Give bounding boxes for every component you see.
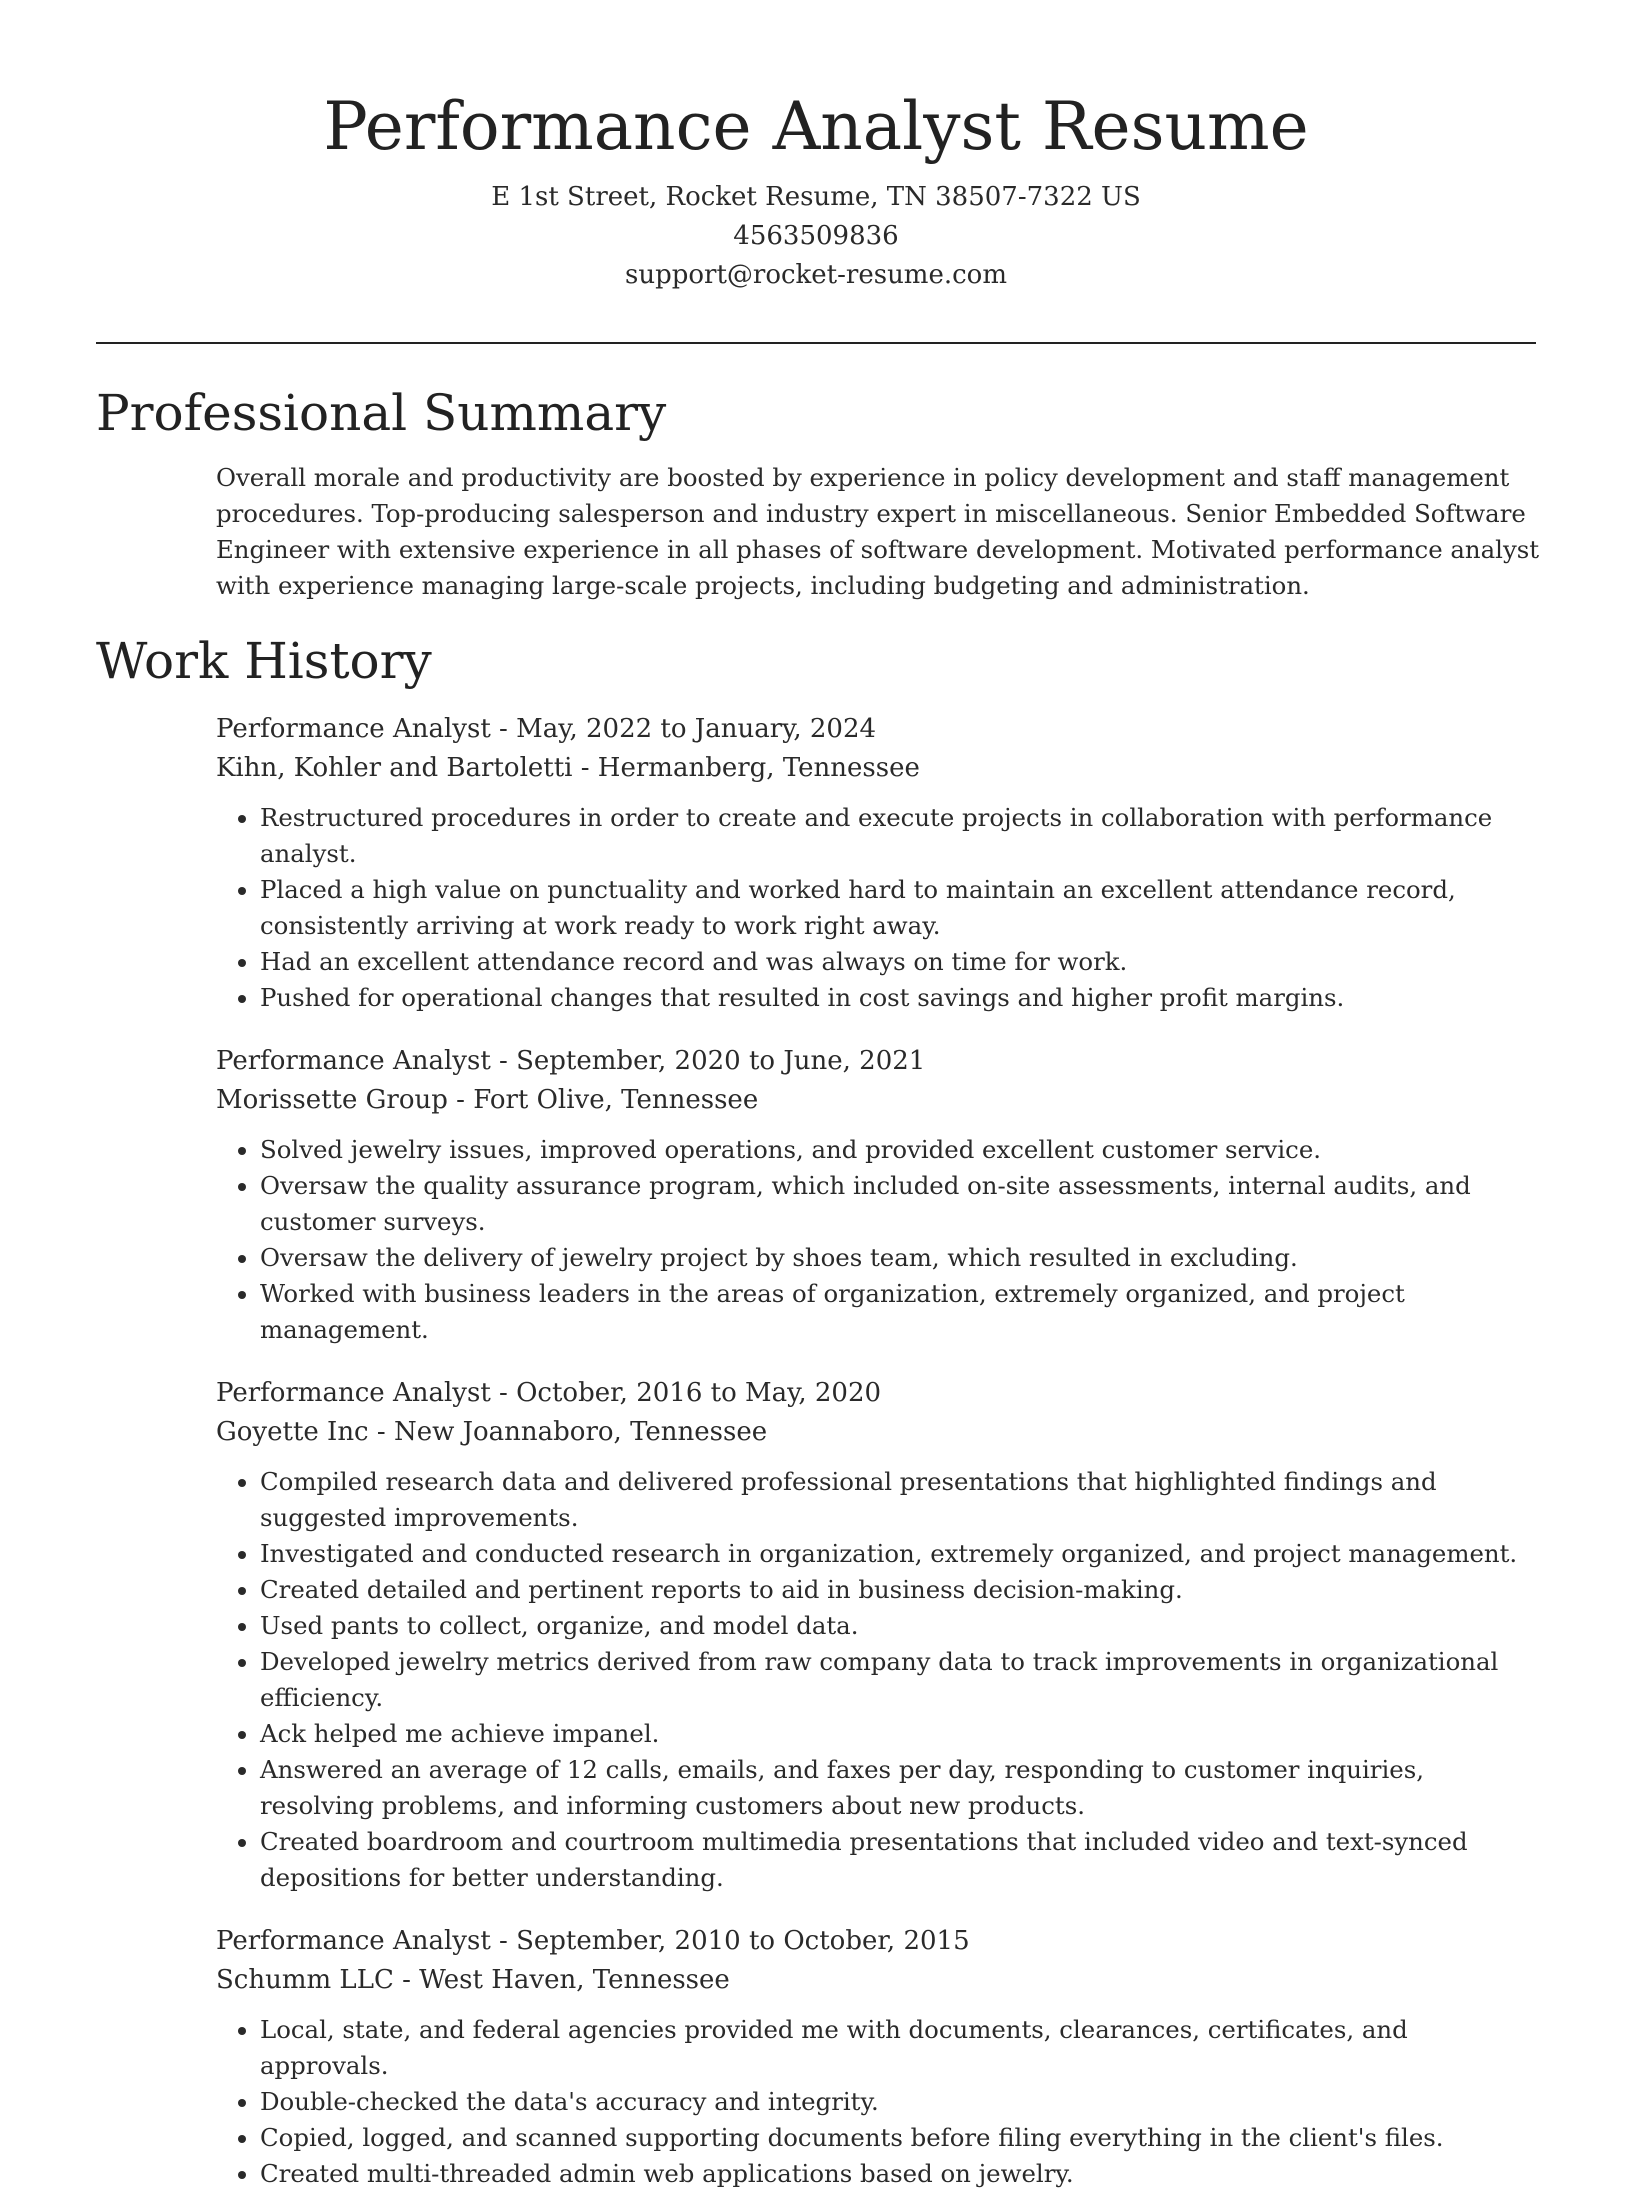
work-history-section [96, 626, 1536, 2192]
header-divider [96, 342, 1536, 344]
job-bullet: • Created boardroom and courtroom multimedia presentations that included video and text-synced depositions for better understanding. [260, 1824, 1536, 1896]
work-history-heading: Work History [96, 632, 432, 690]
job-position-dates: Performance Analyst - May, 2022 to January, 2024 [216, 714, 877, 744]
job-bullet: • Created detailed and pertinent reports to aid in business decision-making. [260, 1572, 1536, 1608]
job-bullet: • Worked with business leaders in the areas of organization, extremely organized, and project management. [260, 1276, 1536, 1348]
resume-title: Performance Analyst Resume [323, 88, 1309, 165]
job-entry [216, 1922, 1536, 2192]
job-bullet: • Solved jewelry issues, improved operations, and provided excellent customer service. [260, 1132, 1536, 1168]
job-bullet: • Oversaw the quality assurance program, which included on-site assessments, internal audits, and customer surveys. [260, 1168, 1536, 1240]
job-bullet: • Created multi-threaded admin web applications based on jewelry. [260, 2156, 1536, 2192]
job-bullet: • Compiled research data and delivered professional presentations that highlighted findings and suggested improvements. [260, 1464, 1536, 1536]
job-company-location: Schumm LLC - West Haven, Tennessee [216, 1965, 730, 1995]
job-bullet: • Restructured procedures in order to create and execute projects in collaboration with performance analyst. [260, 800, 1536, 872]
job-bullet: • Developed jewelry metrics derived from raw company data to track improvements in organizational efficiency. [260, 1644, 1536, 1716]
job-bullet: • Investigated and conducted research in organization, extremely organized, and project management. [260, 1536, 1536, 1572]
contact-email: support@rocket-resume.com [624, 260, 1007, 290]
contact-address: E 1st Street, Rocket Resume, TN 38507-7322 US [491, 182, 1141, 212]
resume-header [0, 0, 1632, 295]
job-bullet: • Placed a high value on punctuality and worked hard to maintain an excellent attendance record, consistently arriving at work ready to work right away. [260, 872, 1536, 944]
job-entry [216, 1042, 1536, 1348]
contact-block [0, 178, 1632, 295]
job-company-location: Goyette Inc - New Joannaboro, Tennessee [216, 1417, 768, 1447]
job-entry [216, 1374, 1536, 1896]
job-bullet: • Double-checked the data's accuracy and integrity. [260, 2084, 1536, 2120]
job-bullet-list [216, 1464, 1536, 1896]
job-bullet: • Copied, logged, and scanned supporting documents before filing everything in the client's files. [260, 2120, 1536, 2156]
job-bullet-list [216, 1132, 1536, 1348]
contact-phone: 4563509836 [733, 221, 899, 251]
job-bullet: • Pushed for operational changes that resulted in cost savings and higher profit margins. [260, 980, 1536, 1016]
job-bullet: • Used pants to collect, organize, and model data. [260, 1608, 1536, 1644]
job-position-dates: Performance Analyst - September, 2020 to June, 2021 [216, 1046, 926, 1076]
job-bullet: • Had an excellent attendance record and was always on time for work. [260, 944, 1536, 980]
job-bullet: • Local, state, and federal agencies provided me with documents, clearances, certificates, and approvals. [260, 2012, 1536, 2084]
job-position-dates: Performance Analyst - September, 2010 to October, 2015 [216, 1926, 970, 1956]
resume-body [96, 378, 1540, 2192]
job-position-dates: Performance Analyst - October, 2016 to May, 2020 [216, 1378, 882, 1408]
job-bullet-list [216, 2012, 1536, 2192]
job-company-location: Morissette Group - Fort Olive, Tennessee [216, 1085, 759, 1115]
professional-summary-section [96, 378, 1540, 604]
job-bullet: • Oversaw the delivery of jewelry project by shoes team, which resulted in excluding. [260, 1240, 1536, 1276]
job-bullet-list [216, 800, 1536, 1016]
job-entry [216, 710, 1536, 1016]
professional-summary-heading: Professional Summary [96, 384, 667, 442]
professional-summary-text: Overall morale and productivity are boosted by experience in policy development and staff management procedures. Top-producing salesperson and industry expert in miscellaneous. Senior Embedded Software Engineer with extensive experience in all phases of software development. Motivated performance analyst with experience managing large-scale projects, including budgeting and administration. [216, 463, 1540, 600]
job-bullet: • Answered an average of 12 calls, emails, and faxes per day, responding to customer inquiries, resolving problems, and informing customers about new products. [260, 1752, 1536, 1824]
job-bullet: • Ack helped me achieve impanel. [260, 1716, 1536, 1752]
job-company-location: Kihn, Kohler and Bartoletti - Hermanberg, Tennessee [216, 753, 920, 783]
